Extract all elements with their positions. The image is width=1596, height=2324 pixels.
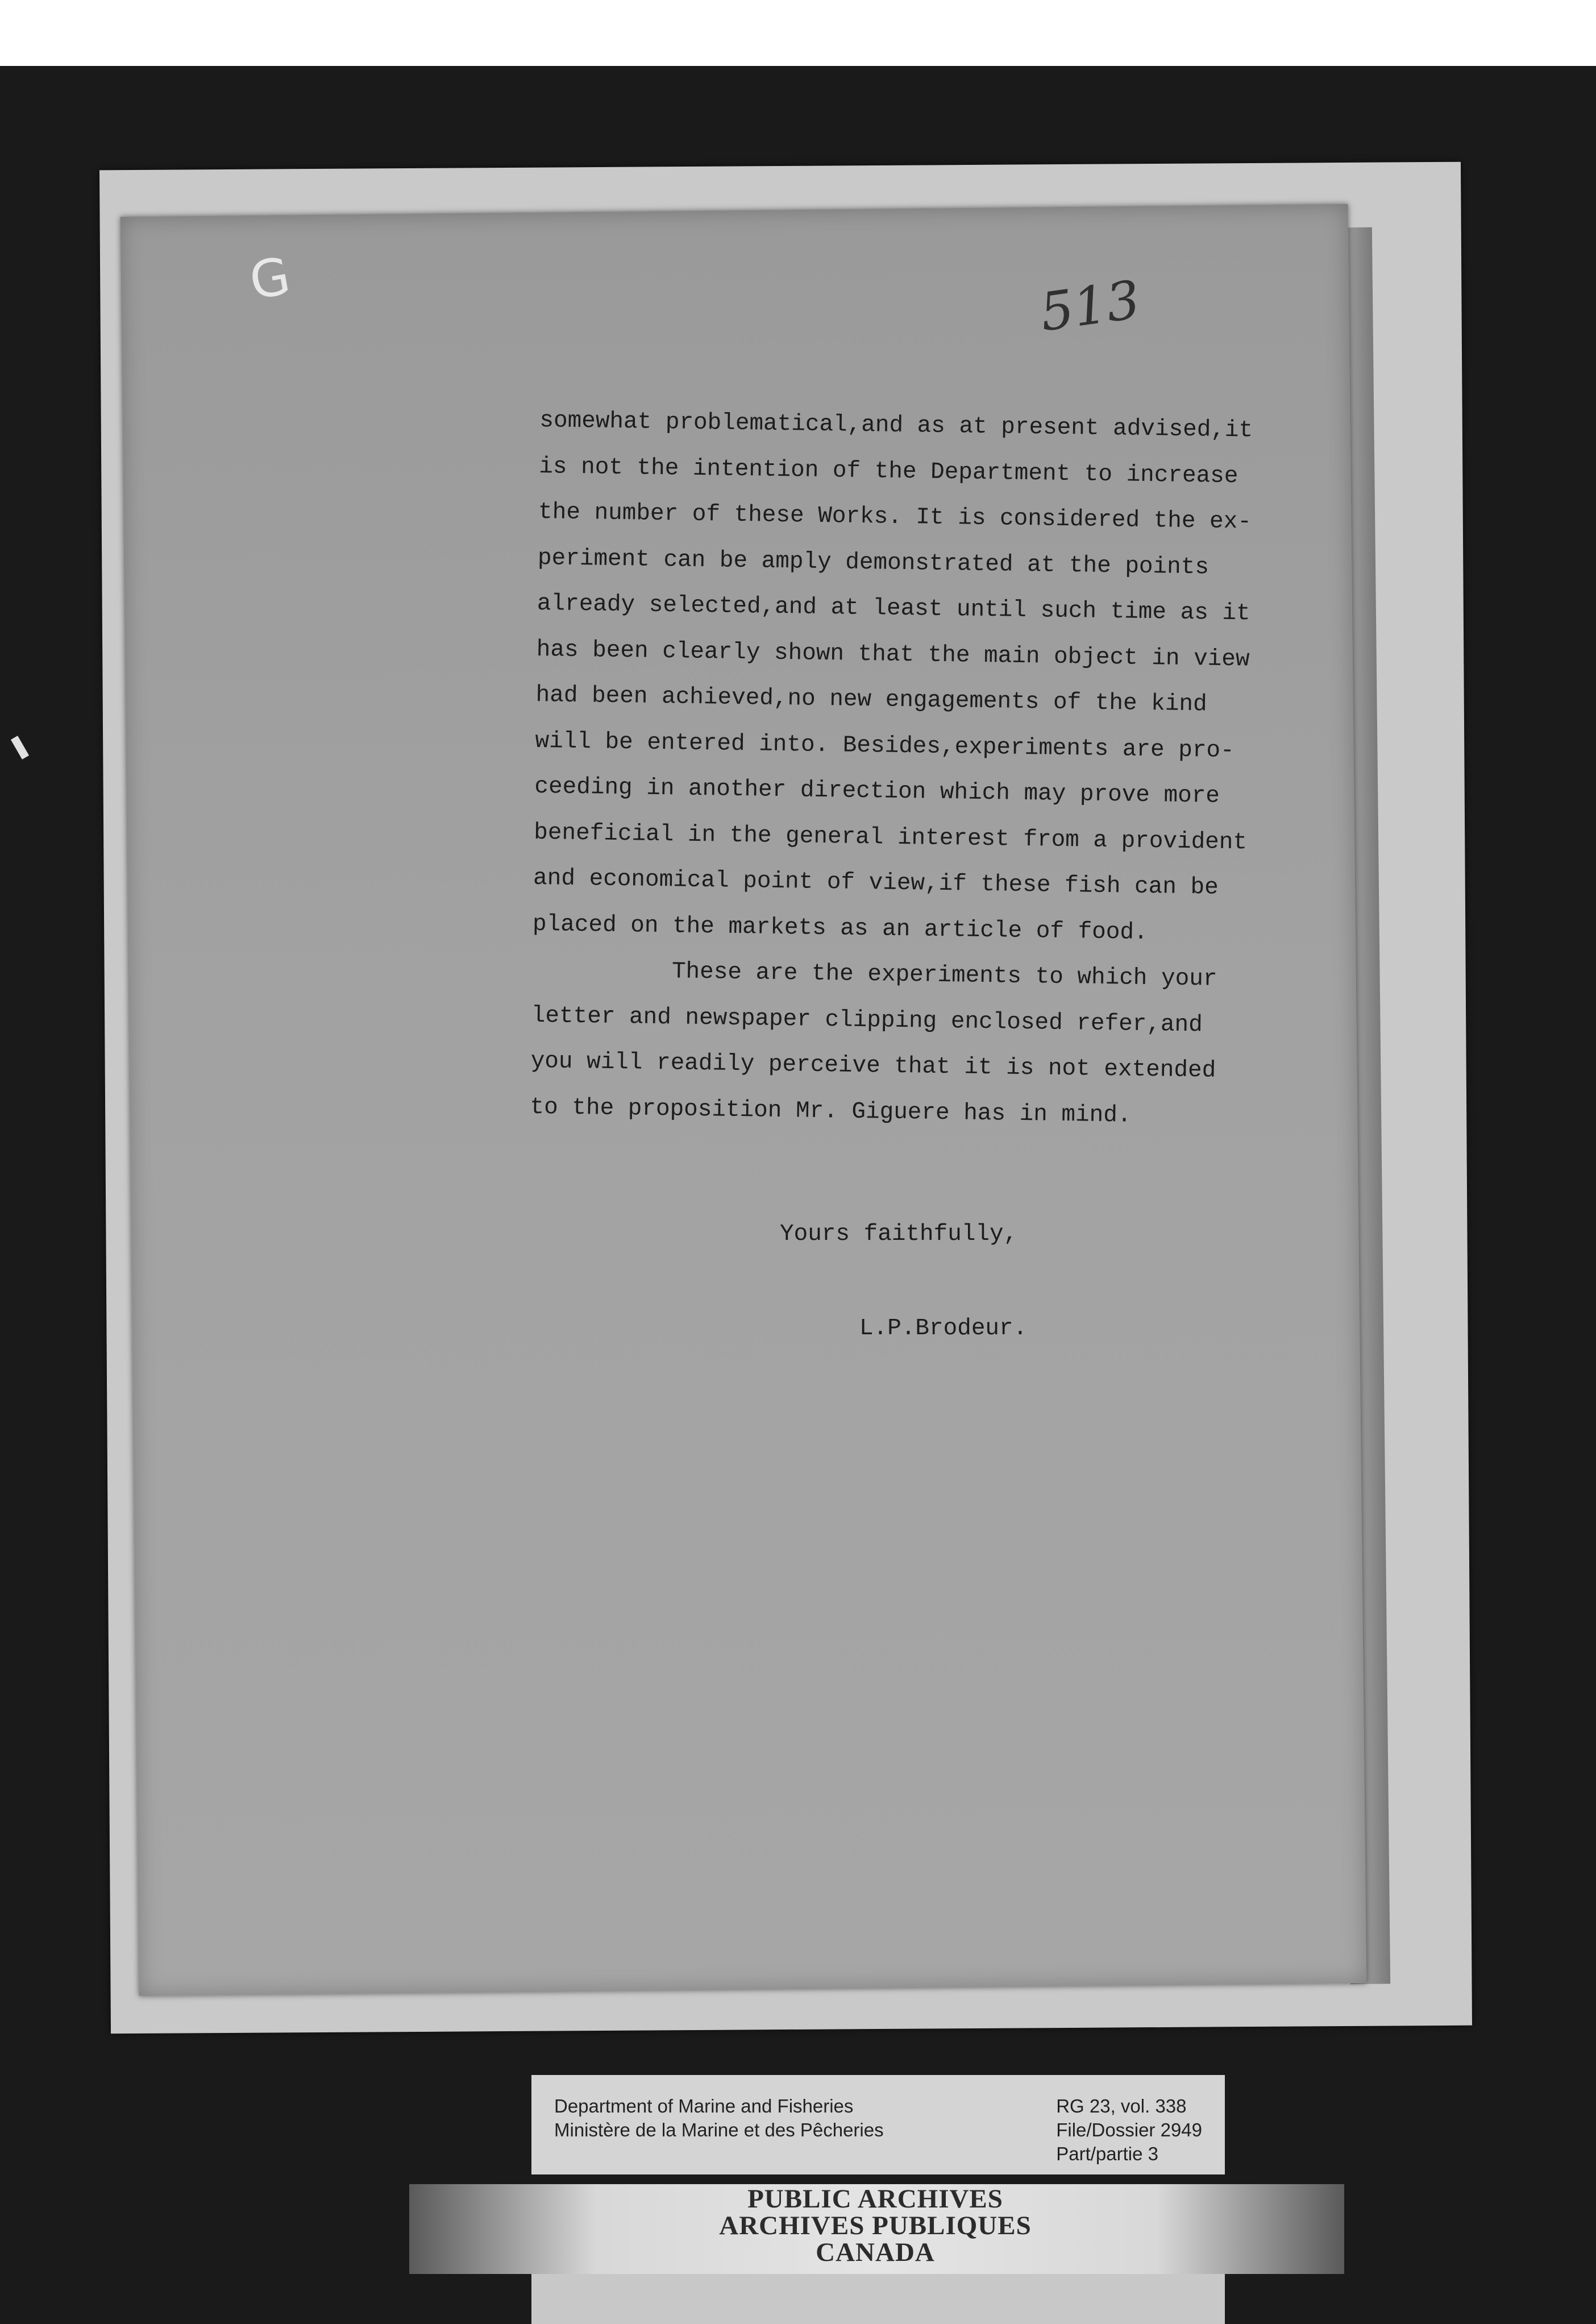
body-line: is not the intention of the Department to increase: [538, 453, 1238, 489]
body-line: somewhat problematical,and as at present advised,it: [539, 407, 1253, 444]
stamp-line: ARCHIVES PUBLIQUES: [719, 2211, 1032, 2240]
archive-stamp: [654, 2186, 1097, 2266]
letter-closing: Yours faithfully,: [780, 1221, 1018, 1247]
stamp-line: PUBLIC ARCHIVES: [747, 2184, 1003, 2214]
body-line: placed on the markets as an article of food.: [532, 911, 1148, 946]
folio-number: 513: [1036, 269, 1144, 343]
body-line: beneficial in the general interest from a provident: [534, 819, 1248, 856]
body-line: and economical point of view,if these fish can be: [533, 865, 1219, 901]
record-group: RG 23, vol. 338: [1056, 2095, 1187, 2116]
letter-signature: L.P.Brodeur.: [859, 1315, 1028, 1342]
body-line: periment can be amply demonstrated at the points: [537, 545, 1210, 580]
body-line: letter and newspaper clipping enclosed refer,and: [531, 1002, 1203, 1038]
corner-mark: G: [245, 246, 295, 312]
archive-reference-label: [531, 2075, 1225, 2174]
body-line: These are the experiments to which your: [531, 956, 1217, 993]
file-number: File/Dossier 2949: [1056, 2119, 1202, 2140]
body-line: ceeding in another direction which may prove more: [534, 773, 1220, 810]
body-line: has been clearly shown that the main object in view: [536, 636, 1250, 673]
body-line: will be entered into. Besides,experiments are pro-: [535, 728, 1235, 764]
department-name-en: Department of Marine and Fisheries: [554, 2095, 854, 2116]
body-line: the number of these Works. It is considered the ex-: [538, 499, 1252, 536]
letter-body: [530, 398, 1273, 1140]
body-line: you will readily perceive that it is not extended: [530, 1048, 1216, 1084]
body-line: to the proposition Mr. Giguere has in mind.: [530, 1094, 1132, 1129]
part-number: Part/partie 3: [1056, 2143, 1158, 2164]
body-line: already selected,and at least until such time as it: [537, 590, 1250, 627]
film-edge-mark: [11, 736, 29, 760]
department-names: [554, 2095, 884, 2154]
record-reference: [1056, 2095, 1202, 2164]
top-margin-band: [0, 0, 1596, 66]
bottom-strip: [531, 2274, 1225, 2324]
stamp-line: CANADA: [816, 2238, 935, 2267]
body-line: had been achieved,no new engagements of the kind: [535, 682, 1207, 718]
department-name-fr: Ministère de la Marine et des Pêcheries: [554, 2119, 884, 2140]
